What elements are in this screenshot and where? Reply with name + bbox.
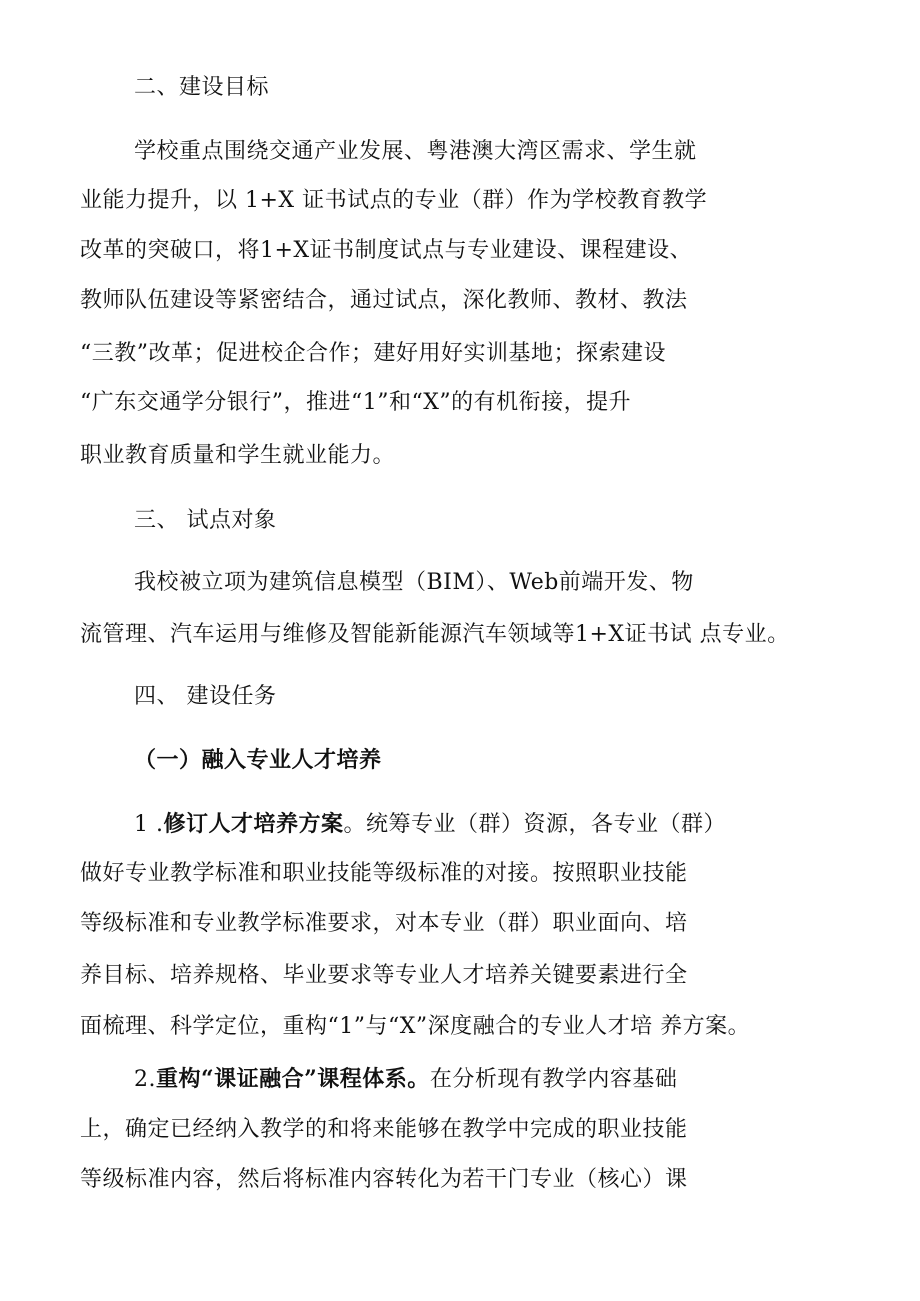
item1-number: 1 . <box>134 812 164 837</box>
paragraph-line: 养目标、培养规格、毕业要求等专业人才培养关键要素进行全 <box>80 963 688 988</box>
paragraph-line: 上，确定已经纳入教学的和将来能够在教学中完成的职业技能 <box>80 1117 688 1142</box>
paragraph-line: 等级标准内容，然后将标准内容转化为若干门专业（核心）课 <box>80 1167 688 1192</box>
paragraph-line: 教师队伍建设等紧密结合，通过试点，深化教师、教材、教法 <box>80 288 688 313</box>
item1-rest: 。统筹专业（群）资源，各专业（群） <box>343 812 727 837</box>
item2-rest: 在分析现有教学内容基础 <box>429 1067 678 1092</box>
paragraph-line: 职业教育质量和学生就业能力。 <box>80 443 396 468</box>
paragraph-line: 学校重点围绕交通产业发展、粤港澳大湾区需求、学生就 <box>134 139 697 164</box>
paragraph-line: 做好专业教学标准和职业技能等级标准的对接。按照职业技能 <box>80 861 688 886</box>
paragraph-line: 流管理、汽车运用与维修及智能新能源汽车领域等1+X证书试 点专业。 <box>80 622 790 647</box>
item1-first-line <box>134 808 726 841</box>
item2-number: 2. <box>134 1067 156 1092</box>
section-heading-pilot: 三、 试点对象 <box>134 508 277 533</box>
paragraph-line: 我校被立项为建筑信息模型（BIM）、Web前端开发、物 <box>134 570 694 595</box>
paragraph-line: 改革的突破口，将1+X证书制度试点与专业建设、课程建设、 <box>80 238 693 263</box>
item1-title: 修订人才培养方案 <box>163 811 344 837</box>
section-heading-goals: 二、建设目标 <box>134 75 270 100</box>
paragraph-line: 面梳理、科学定位，重构“1”与“X”深度融合的专业人才培 养方案。 <box>80 1014 751 1039</box>
section-heading-tasks: 四、 建设任务 <box>134 684 277 709</box>
item2-first-line <box>134 1063 677 1096</box>
paragraph-line: 等级标准和专业教学标准要求，对本专业（群）职业面向、培 <box>80 911 688 936</box>
paragraph-line: “三教”改革；促进校企合作；建好用好实训基地；探索建设 <box>80 341 666 366</box>
subsection-heading: （一）融入专业人才培养 <box>134 747 382 773</box>
item2-title: 重构“课证融合”课程体系。 <box>156 1066 430 1092</box>
paragraph-line: 业能力提升，以 1+X 证书试点的专业（群）作为学校教育教学 <box>80 188 708 213</box>
paragraph-line: “广东交通学分银行”，推进“1”和“X”的有机衔接，提升 <box>80 390 632 415</box>
